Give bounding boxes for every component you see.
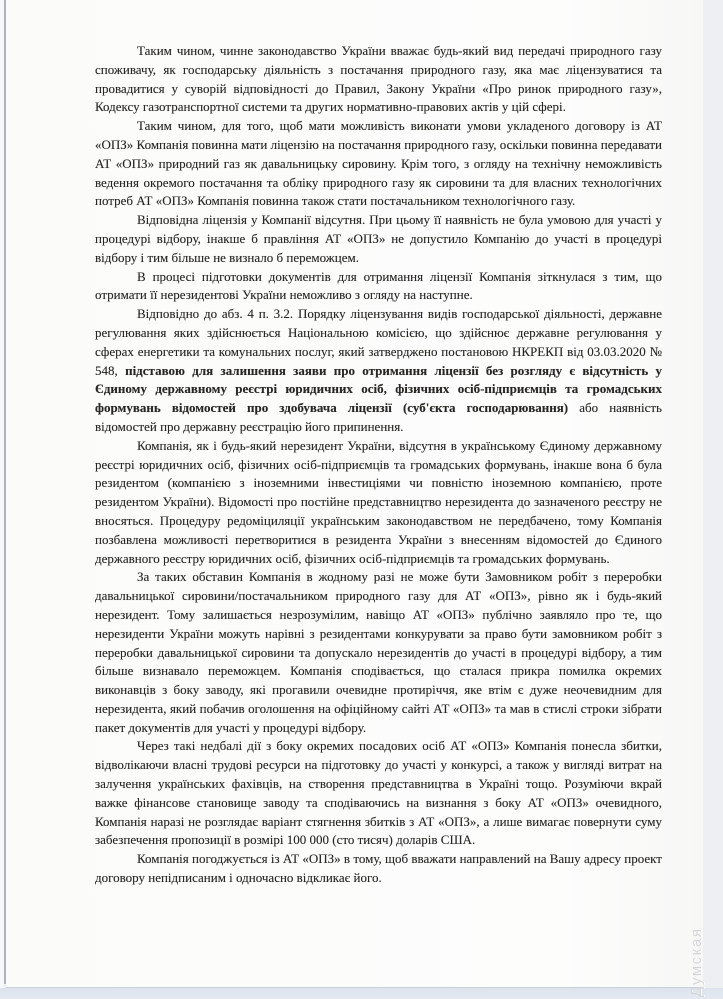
text-run: За таких обставин Компанія в жодному разі не може бути Замовником робіт з переробки давальницької сировини/постачальником природного газу для АТ «ОПЗ», рівно як і будь-який нерезидент. Тому залишається незрозумілим, навіщо АТ «ОПЗ» публічно заявляло про те, що нерезиденти України можуть нарівні з резидентами конкурувати за право бути замовником робіт з переробки давальницької сировини та допускало нерезидентів до участі в процедурі відбору, а тим більше визнавало переможцем. Компанія сподівається, що сталася прикра помилка окремих виконавців з боку заводу, які прогавили очевидне протиріччя, яке втім є дуже неочевидним для нерезидента, який побачив оголошення на офіційному сайті АТ «ОПЗ» та мав в стислі строки зібрати пакет документів для участі у процедурі відбору. [95,569,662,735]
paragraph [95,211,662,267]
text-run: або наявність відомостей про державну реєстрацію його припинення. [95,400,662,434]
text-run: Відповідно до абз. 4 п. 3.2. Порядку ліцензування видів господарської діяльності, державне регулювання яких здійснюється Національною комісією, що здійснює державне регулювання у сферах енергетики та комунальних послуг, який затверджено постановою НКРЕКП від 03.03.2020 № 548, [95,306,662,378]
paragraph [95,737,662,850]
paragraph [95,42,662,117]
text-run: Відповідна ліцензія у Компанії відсутня. При цьому її наявність не була умовою для участі у процедурі відбору, інакше б правління АТ «ОПЗ» не допустило Компанію до участі в процедурі відбору і тим більше не визнало б переможцем. [95,212,662,265]
page-left-edge-shadow [4,0,6,984]
backdrop-bottom-band [0,988,723,999]
paragraph [95,305,662,437]
paragraph [95,850,662,888]
text-run: Компанія, як і будь-який нерезидент України, відсутня в українському Єдиному державному реєстрі юридичних осіб, фізичних осіб-підприємців та громадських формувань, інакше вона б була резидентом (компанією з іноземними інвестиціями чи повністю іноземною компанією, проте резидентом України). Відомості про постійне представництво нерезидента до зазначеного реєстру не вносяться. Процедуру редоміциляції українським законодавством не передбачено, тому Компанія позбавлена можливості перетворитися в резидента України з внесенням відомостей до Єдиного державного реєстру юридичних осіб, фізичних осіб-підприємців та громадських формувань. [95,437,662,566]
paragraph [95,568,662,737]
paragraph [95,437,662,569]
paragraph [95,268,662,306]
text-run: Таким чином, для того, щоб мати можливість виконати умови укладеного договору із АТ «ОПЗ» Компанія повинна мати ліцензію на постачання природного газу, оскільки повинна передавати АТ «ОПЗ» природний газ як давальницьку сировину. Крім того, з огляду на технічну неможливість ведення окремого постачання та обліку природного газу як сировини та для власних технологічних потреб АТ «ОПЗ» Компанія повинна також стати постачальником технологічного газу. [95,118,662,209]
text-run-bold: підставою для залишення заяви про отримання ліцензії без розгляду є відсутність у Єдиному державному реєстрі юридичних осіб, фізичних осіб-підприємців та громадських формувань відомостей про здобувача ліцензії (суб'єкта господарювання) [95,362,663,416]
paragraph [95,117,662,211]
text-run: Через такі недбалі дії з боку окремих посадових осіб АТ «ОПЗ» Компанія понесла збитки, відволікаючи власні трудові ресурси на підготовку до участі у конкурсі, а також у вигляді витрат на залучення українських фахівців, на створення представництва в Україні тощо. Розуміючи вкрай важке фінансове становище заводу та сподіваючись на визнання з боку АТ «ОПЗ» очевидного, Компанія наразі не розглядає варіант стягнення збитків з АТ «ОПЗ», а лише вимагає повернути суму забезпечення пропозиції в розмірі 100 000 (сто тисяч) доларів США. [95,738,662,848]
watermark: Думская [688,927,705,997]
text-run: В процесі підготовки документів для отримання ліцензії Компанія зіткнулася з тим, що отримати її нерезидентові України неможливо з огляду на наступне. [95,268,662,303]
text-run: Таким чином, чинне законодавство України вважає будь-який вид передачі природного газу споживачу, як господарську діяльність з постачання природного газу, яка має ліцензуватися та провадитися у суворій відповідності до Правил, Закону України «Про ринок природного газу», Кодексу газотранспортної системи та других нормативно-правових актів у цій сфері. [95,43,662,115]
text-run: Компанія погоджується із АТ «ОПЗ» в тому, щоб вважати направлений на Вашу адресу проект договору непідписаним і одночасно відкликає його. [95,851,662,886]
document-page [6,0,703,988]
document-body [95,42,662,888]
